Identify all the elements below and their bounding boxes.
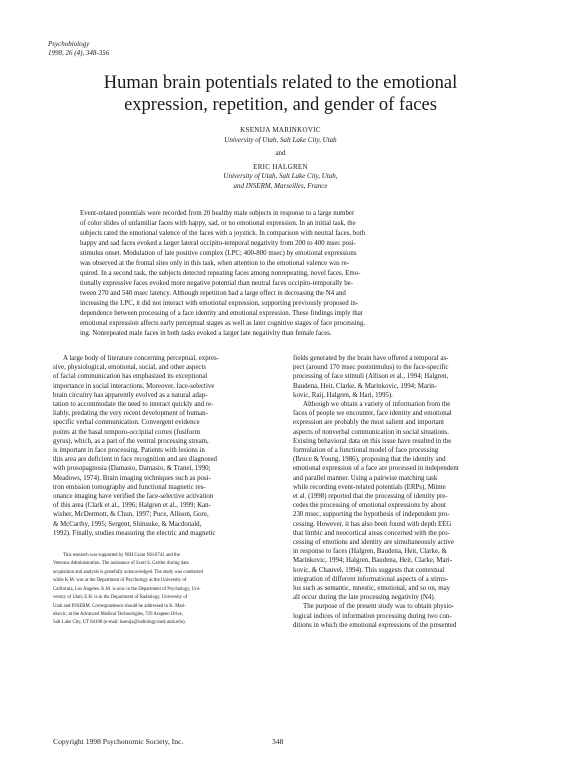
title-line: expression, repetition, and gender of faces [124,95,437,115]
footnote-line: Salt Lake City, UT 84108 (e-mail: ksenija@radiology.med.utah.edu). [53,620,186,626]
body-text-line: aspects of nonverbal communication in social situations. [293,428,449,436]
footnote-line: California, Los Angeles. K.M. is now in the Department of Psychology, Uni- [53,586,201,592]
body-text-line: processing of face stimuli (Allison et al., 1994; Halgren, [293,373,449,381]
footnote-line: nkovic, at the Advanced Medical Technologies, 729 Arapeen Drive, [53,611,183,617]
body-text-line: & McCarthy, 1995; Sergent, Shinsuke, & Macdonald, [53,520,202,528]
body-text-line: cessing. However, it has also been found with depth EEG [293,520,452,528]
author-affiliation: and INSERM, Marseilles, France [233,181,328,190]
abstract-line: subjects rated the emotional valence of the faces with a joystick. In comparison with neutral faces, both [80,230,366,237]
body-text-line: wisher, McDermott, & Chun, 1997; Puce, Allison, Gore, [53,511,209,519]
abstract-line: tween 270 and 540 msec latency. Although repetition had a large effect in decreasing the N4 and [80,290,346,297]
body-text-line: that limbic and neocortical areas concerned with the pro- [293,529,450,537]
body-text-line: specific verbal communication. Convergent evidence [53,419,200,427]
journal-citation: 1998, 26 (4), 348-356 [48,49,110,57]
footnote [53,552,275,628]
abstract-line: ing. Nonrepeated male faces in both tasks evoked a larger late negativity than female faces. [80,330,332,337]
title-line: Human brain potentials related to the emotional [103,73,458,93]
body-text-line: et al. (1998) reported that the processing of identity pre- [293,493,448,501]
body-text-line: fields generated by the brain have offered a temporal as- [293,355,449,362]
body-text-line: this area are deficient in face recognition and are diagnosed [53,456,217,464]
footnote-line: Veterans Administration. The assistance of Scott S. Gertler during data [53,561,189,567]
abstract-line: dependence between processing of a face identity and emotional expression. These findings imply that [80,310,363,317]
journal-header [48,40,109,58]
author-block [40,126,521,191]
copyright-notice: Copyright 1998 Psychonomic Society, Inc. [53,737,184,746]
abstract-line: was observed at the frontal sites only in this task, when attention to the emotional valence was re- [80,260,350,267]
abstract [80,209,481,339]
body-text-line: The purpose of the present study was to obtain physio- [303,603,454,611]
body-text-line: formulation of a functional model of face processing [293,447,439,455]
abstract-line: increasing the LPC, it did not interact with emotional expression, supporting previously proposed in- [80,300,359,307]
body-text-line: Although we obtain a variety of information from the [303,401,451,409]
body-text-line: gyrus), which, as a part of the ventral processing stream, [53,437,209,445]
body-text-line: faces of people we encounter, face identity and emotional [293,410,452,418]
body-text-line: integration of different informational aspects of a stimu- [293,575,449,583]
footnote-line: while K.M. was at the Department of Psychology at the University of [53,578,187,584]
page-number: 348 [272,737,284,746]
footnote-line: versity of Utah; E.H. is in the Department of Radiology, University of [53,595,188,601]
body-text-line: 1992). Finally, studies measuring the electric and magnetic [53,529,216,537]
body-text-line: (Bruce & Young, 1986), proposing that the identity and [293,456,446,464]
body-text-line: while recording event-related potentials (ERPs), Münte [293,483,446,491]
abstract-line: Event-related potentials were recorded from 20 healthy male subjects in response to a large number [80,210,355,217]
article-title [40,72,521,116]
body-text-line: onance imaging have verified the face-selective activation [53,493,214,501]
left-column [53,354,275,628]
author-affiliation: University of Utah, Salt Lake City, Utah, [223,172,338,180]
body-text-line: points at the basal temporo-occipital cortex (fusiform [53,428,200,436]
body-text-line: ditions in which the emotional expressions of the presented [293,621,457,629]
left-column-body [53,354,275,538]
body-text-line: liably, predating the very recent development of human- [53,410,208,418]
footnote-line: acquisition and analysis is gratefully acknowledged. The study was conducted [53,569,203,575]
body-text-line: logical indices of information processing during two con- [293,612,452,620]
body-text-line: with prosopagnosia (Damasio, Damasio, & Tranel, 1990; [53,465,211,473]
body-text-line: cessing of emotions and identity are simultaneously active [293,539,454,547]
body-text-line: all occur during the late processing negativity (N4). [293,594,436,602]
abstract-line: happy and sad faces evoked a larger lateral occipito-temporal negativity from 200 to 400 msec posi- [80,240,356,247]
abstract-line: stimulus onset. Modulation of late positive complex (LPC; 400-800 msec) by emotional expressions [80,250,357,257]
abstract-line: of color slides of unfamiliar faces with happy, sad, or no emotional expression. In an initial task, the [80,220,356,227]
body-text-line: Meadows, 1974). Brain imaging techniques such as posi- [53,474,211,482]
body-text-line: lus such as semantic, mnestic, emotional, and so on, may [293,585,451,593]
body-text-line: sive, physiological, emotional, social, and other aspects [53,364,207,372]
author-conjunction: and [275,149,286,157]
body-text-line: Baudena, Heit, Clarke, & Marinkovic, 1994; Marin- [293,382,437,390]
right-column [293,354,515,630]
body-text-line: brain circuitry has apparently evolved as a natural adap- [53,391,208,399]
author-name: KSENIJA MARINKOVIC [240,126,321,134]
body-text-line: tation to accommodate the need to interact quickly and re- [53,401,214,409]
body-text-line: expression are probably the most salient and important [293,419,444,427]
author-affiliation: University of Utah, Salt Lake City, Utah [224,135,337,144]
footnote-line: This research was supported by NIH Grant NS18741 and the [63,553,180,559]
journal-name: Psychobiology [48,40,90,48]
body-text-line: importance in social interactions. Moreover, face-selective [53,382,215,390]
author-name: ERIC HALGREN [253,162,308,171]
body-text-line: and parallel manner. Using a pairwise matching task [293,474,438,482]
body-text-line: tron emission tomography and functional magnetic res- [53,483,206,491]
abstract-line: quired. In a second task, the subjects detected repeating faces among nonrepeating, novel faces. Emo- [80,270,361,277]
body-text-line: Existing behavioral data on this issue have resulted in the [293,437,452,445]
body-text-line: pect (around 170 msec poststimulus) to the face-specific [293,364,449,372]
body-text-line: is important in face processing. Patients with lesions in [53,447,205,455]
body-text-line: cedes the processing of emotional expressions by about [293,502,446,510]
body-text-line: kovic, & Chauvel, 1994). This suggests that contextual [293,566,445,574]
body-text-line: A large body of literature concerning perceptual, expres- [63,355,219,362]
body-text-line: Marinkovic, 1994; Halgren, Baudena, Heit, Clarke, Mari- [293,557,453,565]
footnote-line: Utah and INSERM. Correspondence should be addressed to K. Mari- [53,603,187,609]
body-text-line: of facial communication has emphasized its exceptional [53,373,208,381]
body-text-line: 230 msec, supporting the hypothesis of independent pro- [293,511,450,519]
body-text-line: of this area (Clark et al., 1996; Halgren et al., 1999; Kan- [53,502,211,510]
body-text-line: in response to faces (Halgren, Baudena, Heit, Clarke, & [293,548,447,556]
body-text-line: kovic, Raij, Halgren, & Hari, 1995). [293,391,393,399]
abstract-line: emotional expression affects early perceptual stages as well as later cognitive stages of face processing. [80,320,366,327]
abstract-line: tionally expressive faces evoked more negative potential than neutral faces occipito-temporally be- [80,280,354,287]
body-text-line: emotional expression of a face are processed in independent [293,465,459,473]
